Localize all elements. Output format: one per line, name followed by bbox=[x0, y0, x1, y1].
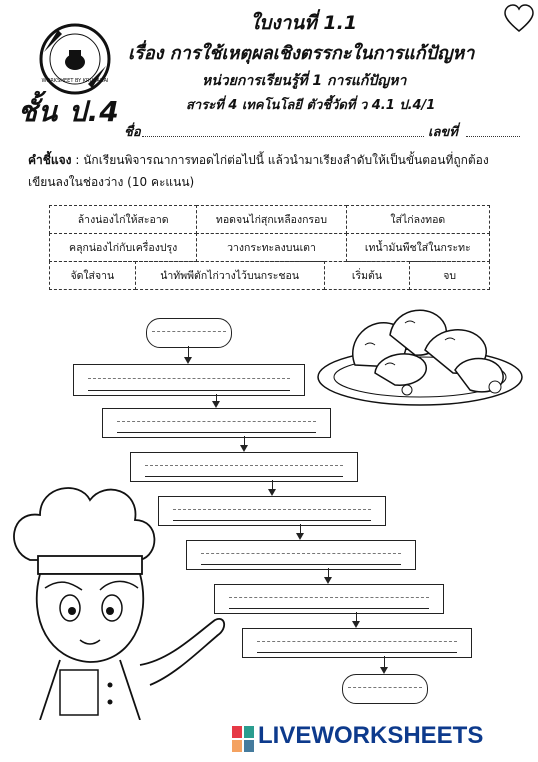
word-bank-cell: วางกระทะลงบนเตา bbox=[196, 233, 346, 262]
word-bank-cell: ทอดจนไก่สุกเหลืองกรอบ bbox=[196, 205, 346, 234]
flow-arrowhead bbox=[268, 489, 276, 496]
word-bank-row bbox=[50, 206, 490, 234]
word-bank-cell: เทน้ำมันพืชใส่ในกระทะ bbox=[346, 233, 490, 262]
flow-step-box-5[interactable] bbox=[186, 540, 416, 570]
flow-arrowhead bbox=[352, 621, 360, 628]
word-bank-cell: จัดใส่จาน bbox=[49, 261, 136, 290]
liveworksheets-logo-icon bbox=[232, 726, 254, 752]
flow-step-box-6[interactable] bbox=[214, 584, 444, 614]
worksheet-logo bbox=[38, 22, 112, 96]
flow-step-box-3[interactable] bbox=[130, 452, 358, 482]
worksheet-title: ใบงานที่ 1.1 bbox=[250, 12, 358, 34]
heart-icon[interactable] bbox=[504, 4, 534, 34]
flow-step-box-2[interactable] bbox=[102, 408, 331, 438]
flow-step-box-1[interactable] bbox=[73, 364, 305, 396]
svg-text:WORKSHEET BY KRUSAHAI: WORKSHEET BY KRUSAHAI bbox=[41, 78, 109, 84]
word-bank-cell: คลุกน่องไก่กับเครื่องปรุง bbox=[49, 233, 197, 262]
instructions-text: : นักเรียนพิจารณาการทอดไก่ต่อไปนี้ แล้วนำมาเรียงลำดับให้เป็นขั้นตอนที่ถูกต้อง เขียนลงในช่องว่าง (10 คะแนน) bbox=[28, 153, 489, 189]
word-bank-cell: จบ bbox=[409, 261, 490, 290]
grade-label: ชั้น ป.4 bbox=[18, 95, 120, 128]
word-bank-cell: ล้างน่องไก่ให้สะอาด bbox=[49, 205, 197, 234]
subject-title: เรื่อง การใช้เหตุผลเชิงตรรกะในการแก้ปัญหา bbox=[128, 43, 475, 64]
number-field[interactable] bbox=[466, 136, 520, 137]
flow-step-box-4[interactable] bbox=[158, 496, 386, 526]
flow-arrowhead bbox=[240, 445, 248, 452]
liveworksheets-brand: LIVEWORKSHEETS bbox=[258, 722, 484, 749]
word-bank-cell: นำทัพพีตักไก่วางไว้บนกระชอน bbox=[135, 261, 325, 290]
flow-start-box[interactable] bbox=[146, 318, 232, 348]
flow-arrowhead bbox=[212, 401, 220, 408]
flow-step-box-7[interactable] bbox=[242, 628, 472, 658]
name-label: ชื่อ bbox=[124, 125, 141, 140]
word-bank-table bbox=[50, 206, 490, 290]
flow-arrowhead bbox=[296, 533, 304, 540]
flow-arrowhead bbox=[380, 667, 388, 674]
name-field[interactable] bbox=[142, 136, 424, 137]
unit-title: หน่วยการเรียนรู้ที่ 1 การแก้ปัญหา bbox=[202, 73, 407, 89]
word-bank-row bbox=[50, 234, 490, 262]
flow-arrowhead bbox=[324, 577, 332, 584]
instructions-label: คำชี้แจง bbox=[28, 153, 72, 167]
strand-indicator: สาระที่ 4 เทคโนโลยี ตัวชี้วัดที่ ว 4.1 ป.4/1 bbox=[186, 98, 436, 113]
flow-end-box[interactable] bbox=[342, 674, 428, 704]
number-label: เลขที่ bbox=[428, 125, 458, 140]
flow-arrowhead bbox=[184, 357, 192, 364]
instructions bbox=[28, 149, 508, 193]
fried-chicken-illustration bbox=[315, 295, 525, 410]
word-bank-cell: เริ่มต้น bbox=[324, 261, 411, 290]
word-bank-cell: ใส่ไก่ลงทอด bbox=[346, 205, 490, 234]
word-bank-row bbox=[50, 262, 490, 290]
